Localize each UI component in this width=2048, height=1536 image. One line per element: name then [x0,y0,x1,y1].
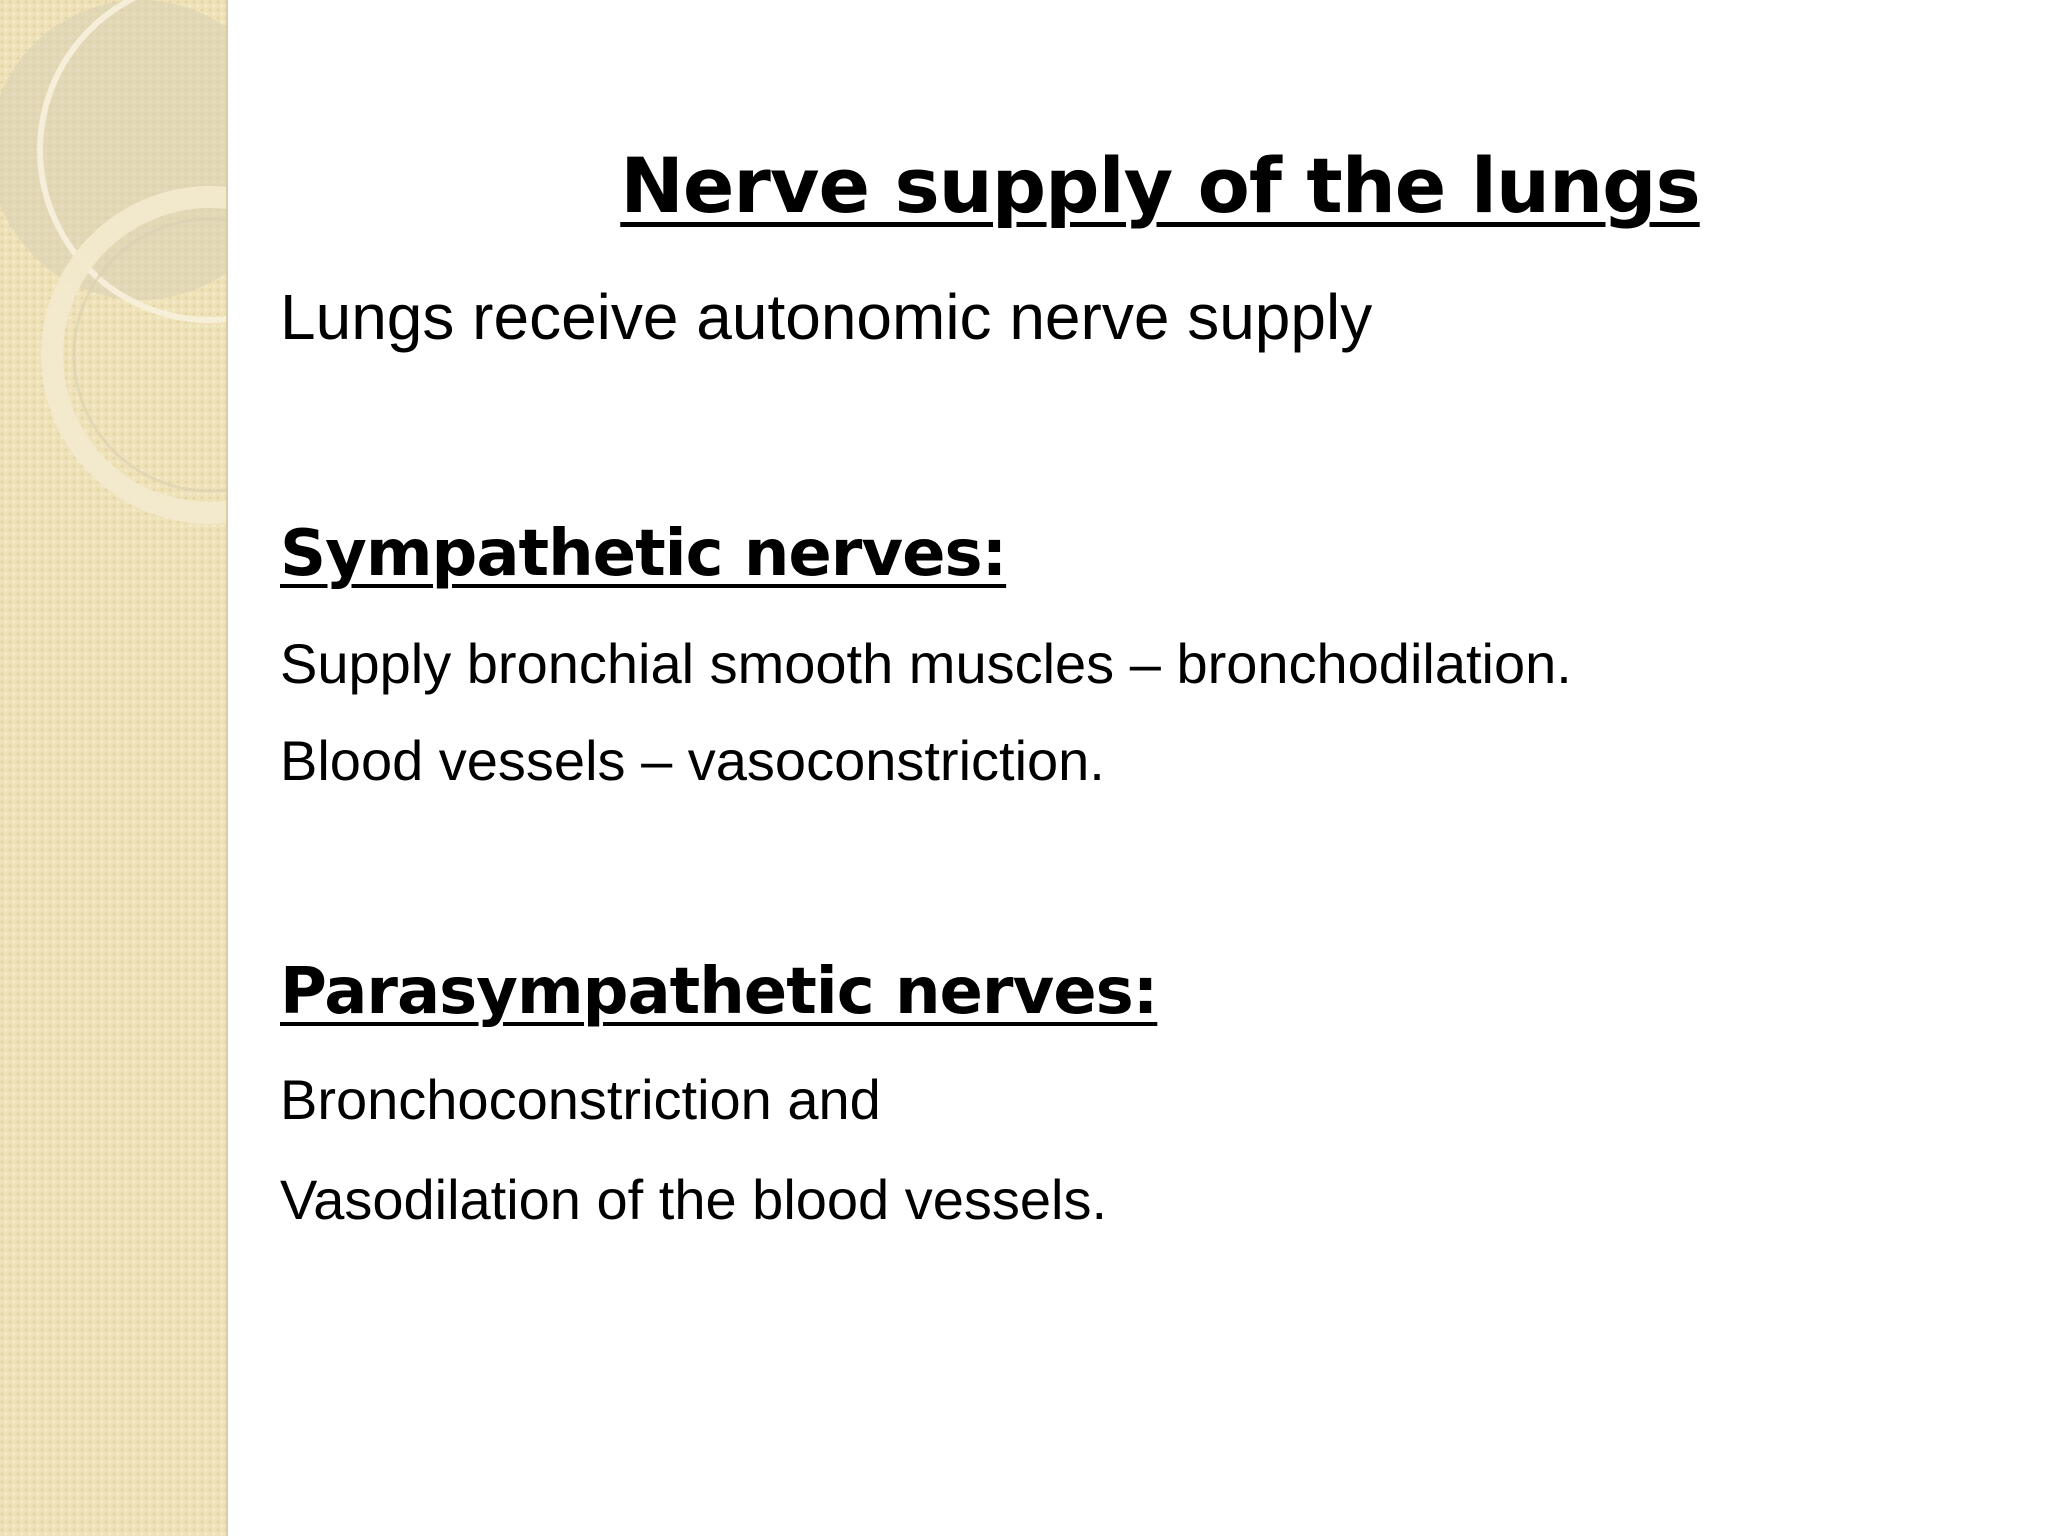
sympathetic-heading: Sympathetic nerves: [280,517,1007,591]
slide-content [280,0,2000,1536]
parasympathetic-heading: Parasympathetic nerves: [280,955,1158,1029]
parasympathetic-line-1: Bronchoconstriction and [280,1068,881,1131]
intro-text: Lungs receive autonomic nerve supply [280,281,1373,353]
parasympathetic-line-2: Vasodilation of the blood vessels. [280,1168,1108,1231]
decorative-rings-graphic [0,0,228,1536]
sympathetic-line-2: Blood vessels – vasoconstriction. [280,729,1105,792]
decorative-side-band [0,0,228,1536]
shaded-circle [0,0,228,300]
slide-title: Nerve supply of the lungs [620,141,1700,230]
sympathetic-line-1: Supply bronchial smooth muscles – bronchodilation. [280,632,1572,695]
